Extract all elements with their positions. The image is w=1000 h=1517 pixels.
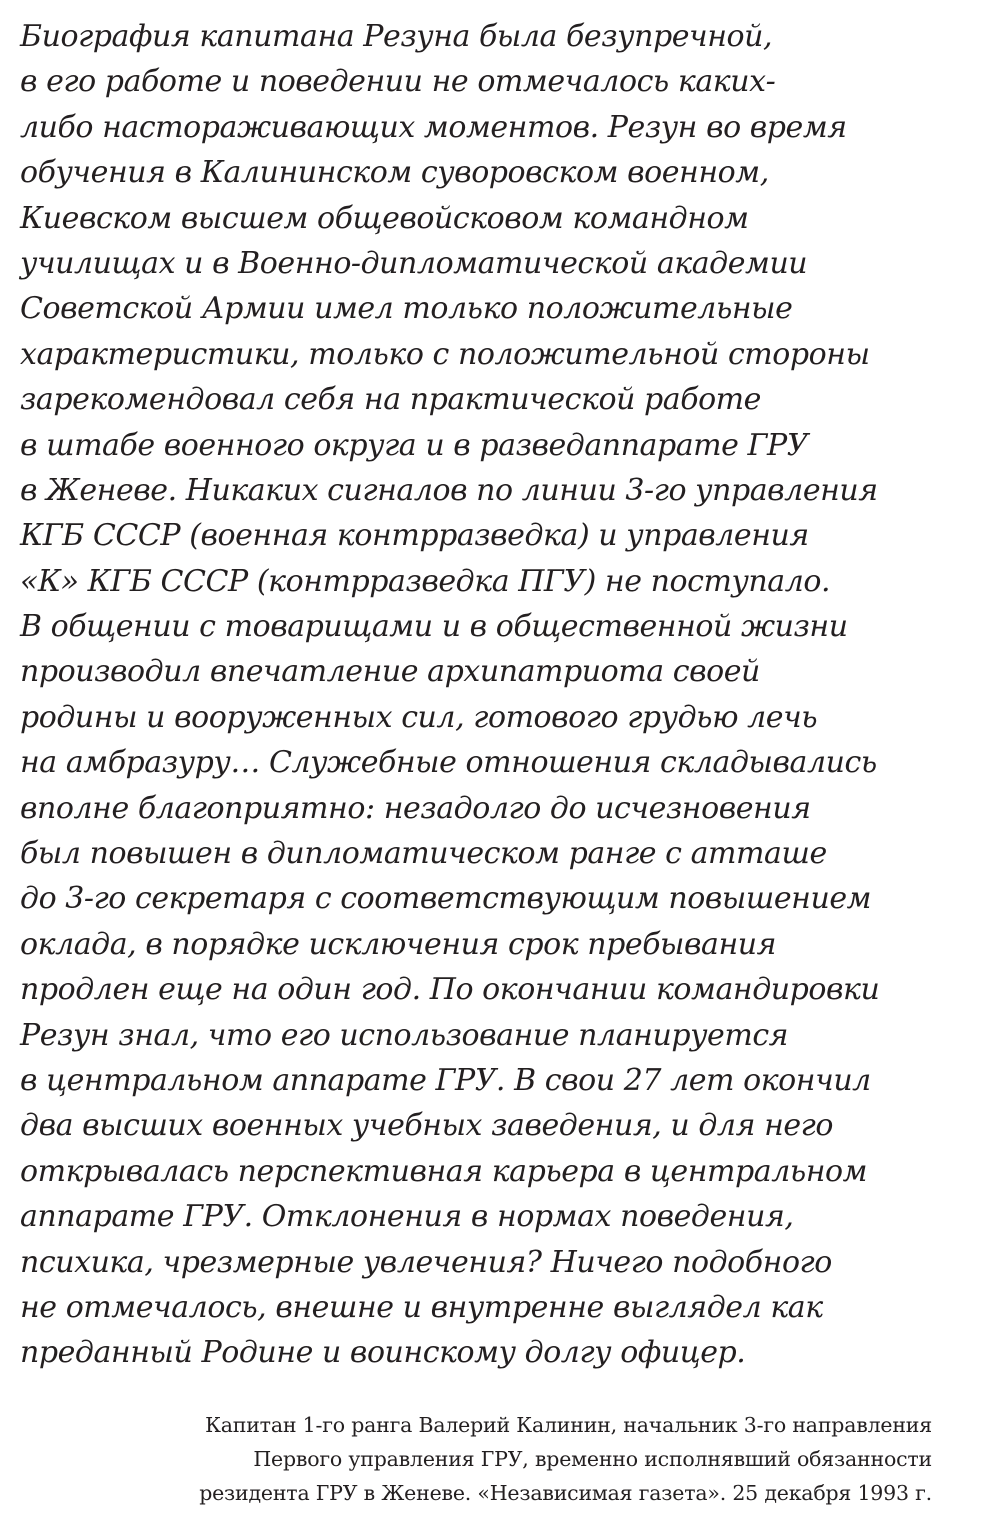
quote-line: производил впечатление архипатриота своей xyxy=(20,654,760,690)
quote-line: в штабе военного округа и в разведаппарате ГРУ xyxy=(20,427,808,463)
quote-line: открывалась перспективная карьера в центральном xyxy=(20,1153,868,1189)
quote-line: В общении с товарищами и в общественной жизни xyxy=(20,609,848,645)
quote-attribution xyxy=(32,1408,932,1510)
quote-line: «К» КГБ СССР (контрразведка ПГУ) не поступало. xyxy=(20,563,831,599)
quote-line: Биография капитана Резуна была безупречной, xyxy=(20,19,773,54)
quote-line: в его работе и поведении не отмечалось каких- xyxy=(20,64,776,100)
quote-line: либо настораживающих моментов. Резун во время xyxy=(20,109,847,145)
quote-text xyxy=(20,14,980,1376)
quote-line: не отмечалось, внешне и внутренне выглядел как xyxy=(20,1289,823,1325)
quote-line: на амбразуру… Служебные отношения складывались xyxy=(20,745,877,781)
attribution-line: Капитан 1-го ранга Валерий Калинин, начальник 3-го направления xyxy=(205,1413,932,1437)
quote-line: был повышен в дипломатическом ранге с атташе xyxy=(20,836,827,872)
attribution-line: Первого управления ГРУ, временно исполнявший обязанности xyxy=(253,1447,932,1471)
quote-line: продлен еще на один год. По окончании командировки xyxy=(20,972,880,1008)
quote-line: вполне благоприятно: незадолго до исчезновения xyxy=(20,790,811,826)
quote-line: КГБ СССР (военная контрразведка) и управления xyxy=(20,518,809,554)
quote-line: училищах и в Военно-дипломатической академии xyxy=(20,245,808,281)
quote-line: Резун знал, что его использование планируется xyxy=(20,1017,789,1053)
quote-line: до 3-го секретаря с соответствующим повышением xyxy=(20,881,872,917)
quote-line: в Женеве. Никаких сигналов по линии 3-го управления xyxy=(20,472,878,508)
quote-line: оклада, в порядке исключения срок пребывания xyxy=(20,926,777,962)
quote-line: характеристики, только с положительной стороны xyxy=(20,336,870,372)
quote-line: в центральном аппарате ГРУ. В свои 27 лет окончил xyxy=(20,1062,871,1098)
quote-line: родины и вооруженных сил, готового грудью лечь xyxy=(20,699,818,735)
quote-line: психика, чрезмерные увлечения? Ничего подобного xyxy=(20,1244,832,1280)
quote-line: Советской Армии имел только положительные xyxy=(20,291,793,327)
quote-line: преданный Родине и воинскому долгу офицер. xyxy=(20,1335,746,1371)
quote-line: обучения в Калининском суворовском военном, xyxy=(20,155,769,191)
quote-line: аппарате ГРУ. Отклонения в нормах поведения, xyxy=(20,1199,794,1235)
quote-line: зарекомендовал себя на практической работе xyxy=(20,382,761,418)
attribution-line: резидента ГРУ в Женеве. «Независимая газета». 25 декабря 1993 г. xyxy=(199,1481,932,1505)
quote-line: два высших военных учебных заведения, и для него xyxy=(20,1108,834,1144)
quote-line: Киевском высшем общевойсковом командном xyxy=(20,200,749,236)
